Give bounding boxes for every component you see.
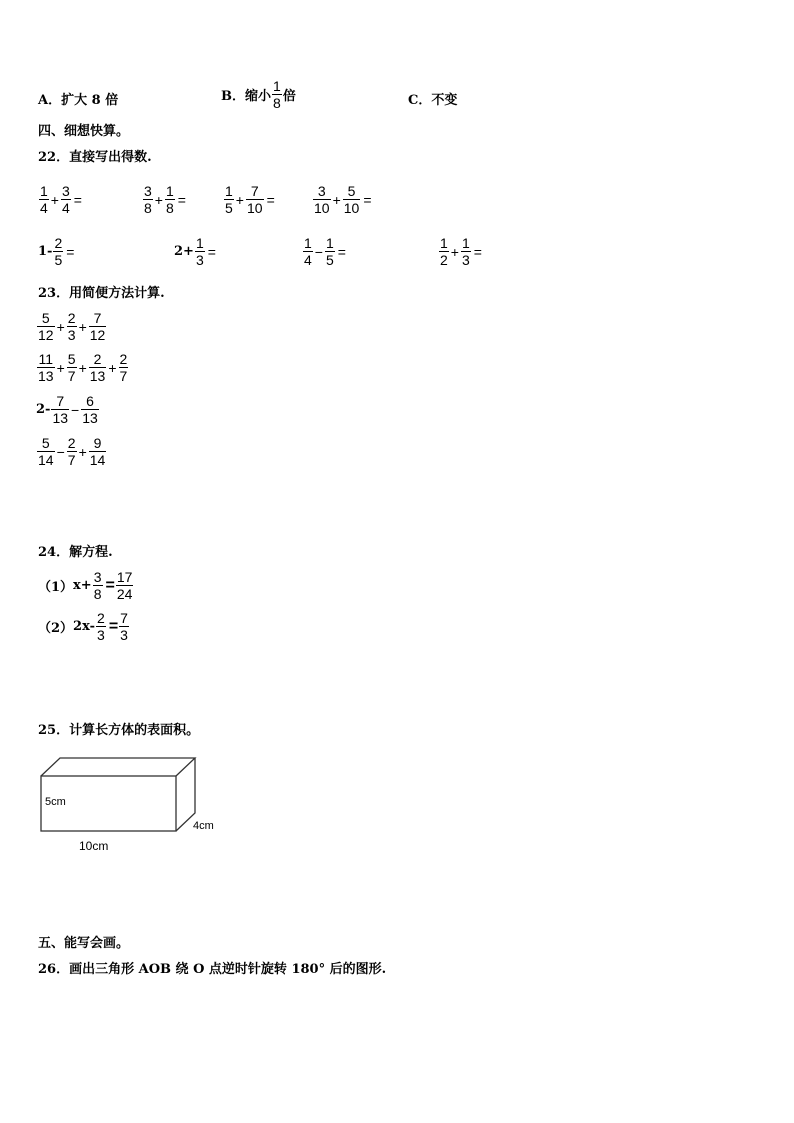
q22-expr-1 xyxy=(38,183,82,216)
fraction-denominator: 13 xyxy=(82,410,98,426)
fraction-denominator: 5 xyxy=(325,252,334,268)
fraction xyxy=(81,393,99,426)
cuboid-diagram xyxy=(38,755,228,864)
fraction-numerator: 1 xyxy=(195,235,204,251)
fraction-denominator: 3 xyxy=(67,327,76,343)
fraction xyxy=(37,351,55,384)
operator: + xyxy=(78,443,87,460)
fraction-numerator: 1 xyxy=(461,235,470,251)
question-26-title: 26．画出三角形 AOB 绕 O 点逆时针旋转 180° 后的图形. xyxy=(38,962,387,977)
section-5-title: 五、能写会画。 xyxy=(38,936,130,951)
fraction xyxy=(119,351,129,384)
fraction-numerator: 1 xyxy=(225,183,233,199)
fraction-denominator: 10 xyxy=(246,200,263,216)
operator: − xyxy=(56,443,65,460)
fraction xyxy=(39,183,49,216)
leading-term: 2+ xyxy=(174,244,194,259)
fraction xyxy=(93,569,103,602)
fraction xyxy=(224,183,234,216)
fraction-denominator: 12 xyxy=(38,327,54,343)
fraction-numerator: 6 xyxy=(86,393,94,409)
fraction-numerator: 1 xyxy=(304,235,312,251)
fraction-denominator: 7 xyxy=(67,368,76,384)
q23-expr-4 xyxy=(36,435,107,468)
q22-expr-5 xyxy=(38,235,74,268)
operator: + xyxy=(56,359,65,376)
operator: + xyxy=(108,359,117,376)
operator: + xyxy=(154,191,163,208)
fraction-numerator: 3 xyxy=(93,569,102,585)
leading-term: 1- xyxy=(38,244,53,259)
fraction-denominator: 8 xyxy=(165,200,174,216)
fraction-numerator: 2 xyxy=(54,235,63,251)
fraction-numerator: 1 xyxy=(165,183,174,199)
fraction xyxy=(325,235,335,268)
option-a-letter: A． xyxy=(38,93,62,108)
q22-expr-6 xyxy=(174,235,216,268)
q22-expr-8 xyxy=(438,235,482,268)
cuboid-drawing xyxy=(38,755,228,860)
fraction-denominator: 3 xyxy=(120,627,128,643)
fraction xyxy=(165,183,175,216)
fraction-denominator: 7 xyxy=(67,452,76,468)
fraction-denominator: 7 xyxy=(119,368,128,384)
fraction-numerator: 2 xyxy=(67,310,76,326)
question-23-title: 23．用简便方法计算. xyxy=(38,286,165,301)
fraction-numerator: 11 xyxy=(38,351,54,367)
fraction-numerator: 1 xyxy=(273,78,281,94)
fraction xyxy=(89,351,107,384)
fraction-numerator: 9 xyxy=(93,435,102,451)
fraction-denominator: 13 xyxy=(89,368,106,384)
option-b-text-before: 缩小 xyxy=(245,89,272,104)
fraction-denominator: 3 xyxy=(461,252,470,268)
equals-sign: = xyxy=(108,617,119,635)
q22-expr-3 xyxy=(223,183,275,216)
option-c xyxy=(408,89,457,108)
fraction-numerator: 7 xyxy=(120,610,128,626)
fraction xyxy=(96,610,106,643)
q23-expr-3 xyxy=(36,393,100,426)
width-label: 4cm xyxy=(193,820,214,832)
q22-expr-4 xyxy=(312,183,372,216)
fraction xyxy=(313,183,331,216)
fraction-numerator: 3 xyxy=(144,183,152,199)
fraction-denominator: 8 xyxy=(273,95,281,111)
fraction-numerator: 5 xyxy=(347,183,356,199)
fraction-numerator: 5 xyxy=(41,435,50,451)
operator: + xyxy=(78,359,87,376)
fraction-numerator: 2 xyxy=(97,610,105,626)
fraction-denominator: 13 xyxy=(38,368,54,384)
fraction xyxy=(195,235,205,268)
fraction-denominator: 14 xyxy=(89,452,106,468)
fraction-denominator: 4 xyxy=(40,200,48,216)
fraction xyxy=(116,569,134,602)
section-4-title: 四、细想快算。 xyxy=(38,124,130,139)
equals-sign: = xyxy=(105,576,115,594)
equation-label: （1） xyxy=(38,580,74,595)
q22-expr-7 xyxy=(302,235,346,268)
operator: + xyxy=(450,243,459,260)
option-b-text-after: 倍 xyxy=(282,89,296,104)
fraction-denominator: 5 xyxy=(225,200,233,216)
fraction-numerator: 2 xyxy=(93,351,102,367)
fraction-numerator: 1 xyxy=(325,235,334,251)
fraction-numerator: 5 xyxy=(67,351,76,367)
fraction-numerator: 7 xyxy=(56,393,65,409)
option-a-text: 扩大 8 倍 xyxy=(61,93,119,108)
question-25-title: 25．计算长方体的表面积。 xyxy=(38,723,200,738)
fraction-denominator: 5 xyxy=(54,252,63,268)
leading-term: 2- xyxy=(36,402,51,417)
fraction-denominator: 3 xyxy=(97,627,105,643)
fraction xyxy=(67,435,77,468)
fraction-numerator: 2 xyxy=(119,351,128,367)
option-b xyxy=(221,78,296,111)
question-22-title: 22．直接写出得数. xyxy=(38,150,152,165)
fraction-numerator: 7 xyxy=(93,310,102,326)
equals-sign: = xyxy=(207,243,216,260)
operator: + xyxy=(332,191,341,208)
fraction xyxy=(439,235,449,268)
fraction xyxy=(53,235,63,268)
fraction-denominator: 2 xyxy=(440,252,448,268)
option-b-letter: B． xyxy=(221,89,245,104)
fraction xyxy=(303,235,313,268)
equals-sign: = xyxy=(473,243,482,260)
equals-sign: = xyxy=(337,243,346,260)
height-label: 5cm xyxy=(45,796,66,808)
q23-expr-1 xyxy=(36,310,107,343)
equals-sign: = xyxy=(363,191,372,208)
q23-expr-2 xyxy=(36,351,129,384)
fraction xyxy=(461,235,471,268)
fraction xyxy=(89,310,107,343)
fraction-denominator: 14 xyxy=(38,452,54,468)
fraction xyxy=(37,435,55,468)
fraction-numerator: 3 xyxy=(61,183,70,199)
cuboid-top-face xyxy=(41,758,195,776)
leading-term: 2x- xyxy=(73,619,96,634)
fraction xyxy=(119,610,129,643)
equation-label: （2） xyxy=(38,621,74,636)
operator: + xyxy=(56,318,65,335)
fraction-denominator: 24 xyxy=(116,586,133,602)
fraction xyxy=(67,310,77,343)
fraction-numerator: 17 xyxy=(116,569,133,585)
fraction-numerator: 2 xyxy=(67,435,76,451)
fraction-denominator: 8 xyxy=(144,200,152,216)
operator: + xyxy=(50,191,59,208)
fraction-denominator: 10 xyxy=(343,200,360,216)
operator: − xyxy=(314,243,323,260)
fraction xyxy=(67,351,77,384)
fraction-denominator: 10 xyxy=(314,200,330,216)
fraction-denominator: 12 xyxy=(89,327,106,343)
equals-sign: = xyxy=(177,191,186,208)
fraction-numerator: 3 xyxy=(317,183,326,199)
fraction-numerator: 1 xyxy=(40,183,48,199)
question-24-title: 24．解方程. xyxy=(38,545,113,560)
fraction xyxy=(37,310,55,343)
q22-expr-2 xyxy=(142,183,186,216)
option-c-text: 不变 xyxy=(431,93,458,108)
operator: + xyxy=(78,318,87,335)
fraction-denominator: 4 xyxy=(304,252,312,268)
leading-term: x+ xyxy=(73,578,92,593)
fraction xyxy=(246,183,264,216)
fraction-numerator: 5 xyxy=(41,310,50,326)
fraction-denominator: 3 xyxy=(195,252,204,268)
fraction-denominator: 8 xyxy=(93,586,102,602)
equals-sign: = xyxy=(73,191,82,208)
fraction xyxy=(89,435,107,468)
fraction-denominator: 4 xyxy=(61,200,70,216)
length-label: 10cm xyxy=(79,839,109,853)
option-b-fraction xyxy=(272,78,282,111)
fraction xyxy=(61,183,71,216)
fraction xyxy=(143,183,153,216)
q24-equation-2 xyxy=(38,610,130,643)
option-c-letter: C． xyxy=(408,93,432,108)
fraction xyxy=(343,183,361,216)
fraction-numerator: 7 xyxy=(250,183,259,199)
fraction-denominator: 13 xyxy=(52,410,69,426)
operator: − xyxy=(71,401,80,418)
equals-sign: = xyxy=(266,191,275,208)
operator: + xyxy=(235,191,244,208)
fraction-numerator: 1 xyxy=(440,235,448,251)
fraction xyxy=(51,393,69,426)
equals-sign: = xyxy=(66,243,75,260)
option-a xyxy=(38,89,118,108)
q24-equation-1 xyxy=(38,569,134,602)
